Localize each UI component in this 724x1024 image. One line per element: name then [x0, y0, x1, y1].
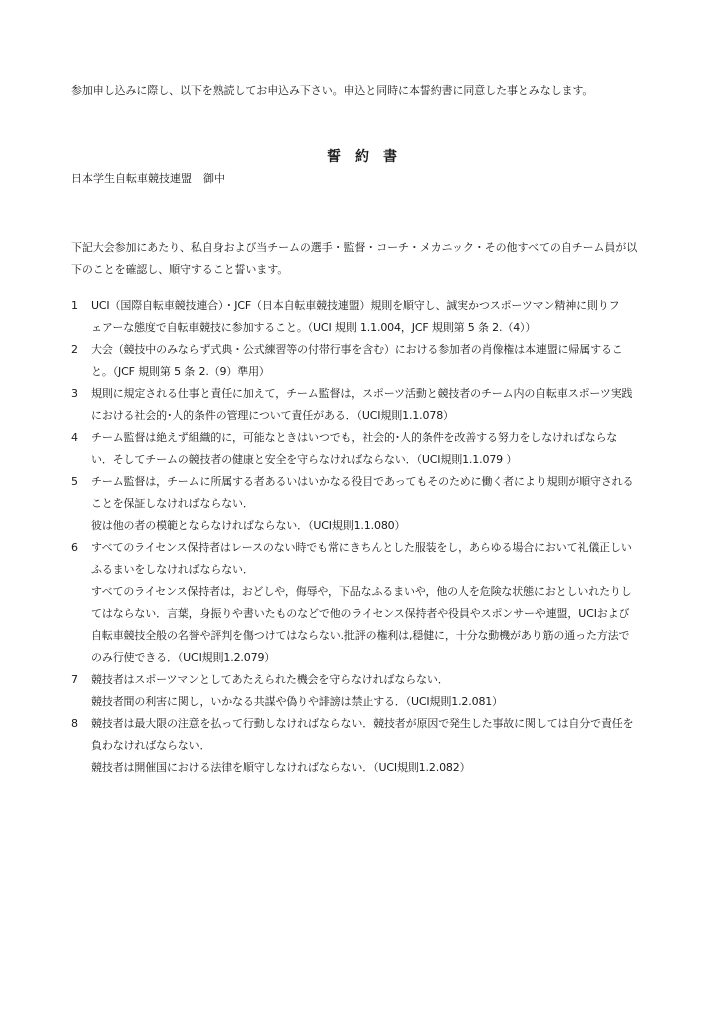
pledge-text-line: 大会（競技中のみならず式典・公式練習等の付帯行事を含む）における参加者の肖像権は本連盟に帰属するこ	[91, 343, 623, 356]
pledge-item	[71, 383, 671, 427]
pledge-text-line: のみ行使できる．（UCI規則1.2.079）	[91, 651, 276, 664]
pledge-number: 7	[71, 673, 78, 686]
pledge-text-line: ふるまいをしなければならない．	[91, 563, 254, 576]
pledge-item	[71, 537, 671, 669]
pledge-text-line: すべてのライセンス保持者は，おどしや，侮辱や，下品なふるまいや，他の人を危険な状態におとしいれたりし	[91, 585, 632, 598]
pledge-number: 1	[71, 299, 78, 312]
pledge-number: 4	[71, 431, 78, 444]
pledge-item	[71, 295, 671, 339]
pledge-text-line: 彼は他の者の模範とならなければならない．（UCI規則1.1.080）	[91, 519, 406, 532]
document-title: 誓 約 書	[327, 149, 397, 165]
pledge-text-line: における社会的･人的条件の管理について責任がある．（UCI規則1.1.078）	[91, 409, 454, 422]
pledge-text-line: ェアーな態度で自転車競技に参加すること。（UCI 規則 1.1.004，JCF 規則第 5 条 2.（4））	[91, 321, 537, 334]
pledge-text-line: UCI（国際自転車競技連合）・JCF（日本自転車競技連盟）規則を順守し、誠実かつスポーツマン精神に則りフ	[91, 299, 620, 312]
pledge-text-line: チーム監督は，チームに所属する者あるいはいかなる役目であってもそのために働く者により規則が順守される	[91, 475, 634, 488]
pledge-text-line: と。（JCF 規則第 5 条 2.（9）準用）	[91, 365, 270, 378]
pledge-number: 2	[71, 343, 78, 356]
preamble-line: 下のことを確認し、順守すること誓います。	[71, 263, 289, 276]
pledge-number: 3	[71, 387, 78, 400]
preamble	[71, 237, 671, 281]
pledge-text-line: い．そしてチームの競技者の健康と安全を守らなければならない．（UCI規則1.1.079 ）	[91, 453, 518, 466]
intro-notice: 参加申し込みに際し、以下を熟読してお申込み下さい。申込と同時に本誓約書に同意した事とみなします。	[71, 84, 594, 97]
addressee: 日本学生自転車競技連盟 御中	[71, 172, 225, 185]
pledge-text-line: すべてのライセンス保持者はレースのない時でも常にきちんとした服装をし，あらゆる場合において礼儀正しい	[91, 541, 632, 554]
pledge-number: 5	[71, 475, 78, 488]
preamble-line: 下記大会参加にあたり、私自身および当チームの選手・監督・コーチ・メカニック・その他すべての自チーム員が以	[71, 241, 638, 254]
pledge-item	[71, 669, 671, 713]
pledge-text-line: 規則に規定される仕事と責任に加えて，チーム監督は，スポーツ活動と競技者のチーム内の自転車スポーツ実践	[91, 387, 633, 400]
pledge-text-line: 競技者は最大限の注意を払って行動しなければならない．競技者が原因で発生した事故に関しては自分で責任を	[91, 717, 634, 730]
pledge-text-line: てはならない．言葉，身振りや書いたものなどで他のライセンス保持者や役員やスポンサーや連盟，UCIおよび	[91, 607, 630, 620]
pledge-text-line: チーム監督は絶えず組織的に，可能なときはいつでも，社会的･人的条件を改善する努力をしなければならな	[91, 431, 618, 444]
pledge-list	[71, 295, 671, 779]
pledge-number: 6	[71, 541, 78, 554]
pledge-item	[71, 427, 671, 471]
pledge-number: 8	[71, 717, 78, 730]
pledge-text-line: 競技者は開催国における法律を順守しなければならない．（UCI規則1.2.082）	[91, 761, 471, 774]
pledge-text-line: 自転車競技全般の名誉や評判を傷つけてはならない.批評の権利は,穏健に，十分な動機があり筋の通った方法で	[91, 629, 630, 642]
pledge-text-line: 負わなければならない．	[91, 739, 211, 752]
pledge-item	[71, 339, 671, 383]
pledge-text-line: 競技者はスポーツマンとしてあたえられた機会を守らなければならない．	[91, 673, 449, 686]
pledge-item	[71, 471, 671, 537]
pledge-text-line: 競技者間の利害に関し，いかなる共謀や偽りや誹謗は禁止する．（UCI規則1.2.081）	[91, 695, 504, 708]
pledge-text-line: ことを保証しなければならない．	[91, 497, 254, 510]
pledge-item	[71, 713, 671, 779]
